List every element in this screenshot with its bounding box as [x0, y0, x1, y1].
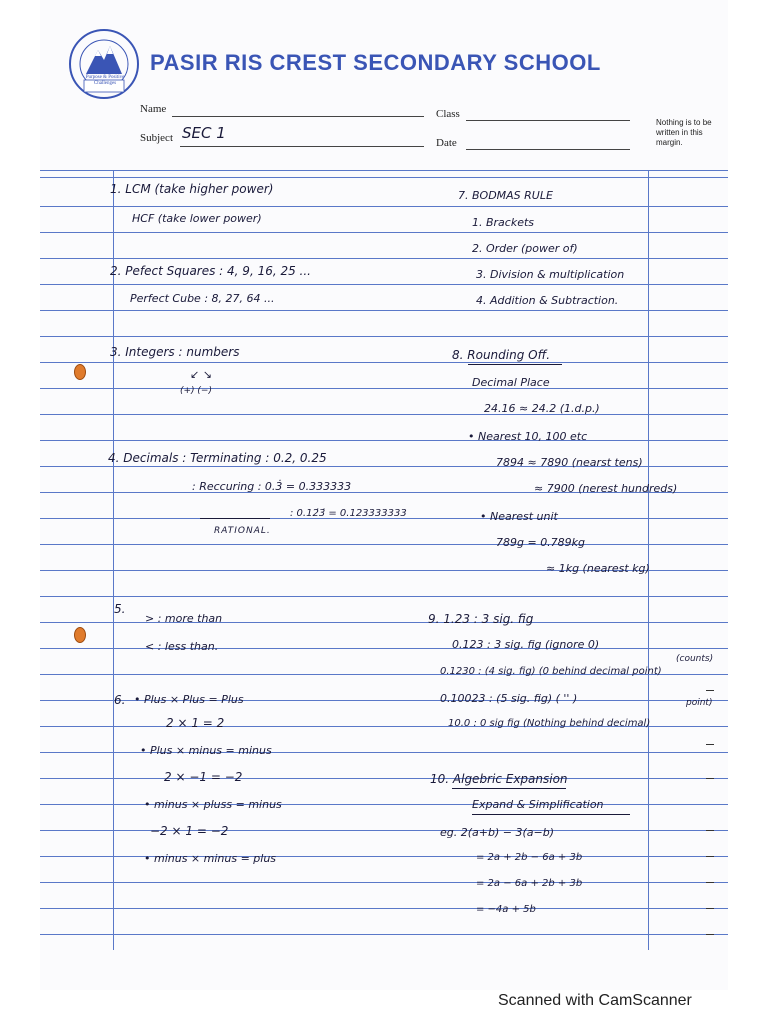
note-4a: 4. Decimals : Terminating : 0.2, 0.25 [108, 451, 327, 465]
underline-8 [468, 364, 562, 365]
note-5b: < : less than. [145, 640, 219, 653]
class-field-line[interactable] [466, 120, 630, 121]
note-10: 10. Algebric Expansion [430, 772, 568, 786]
note-8b: 24.16 ≈ 24.2 (1.d.p.) [484, 402, 600, 415]
rule-line [40, 648, 728, 649]
note-7d: 4. Addition & Subtraction. [476, 294, 619, 307]
note-6d: 2 × −1 = −2 [164, 770, 243, 784]
note-4d: RATIONAL. [214, 526, 271, 536]
rule-line [40, 258, 728, 259]
left-margin-line [113, 170, 114, 950]
rule-line [40, 206, 728, 207]
underline-10 [452, 788, 566, 789]
rule-line [40, 934, 728, 935]
name-label: Name [140, 103, 167, 115]
note-6c: • Plus × minus = minus [140, 744, 272, 757]
class-label: Class [436, 108, 460, 120]
rule-line [40, 232, 728, 233]
note-3-signs: (+) (−) [180, 386, 212, 396]
note-1b: HCF (take lower power) [132, 212, 262, 225]
rule-line [40, 177, 728, 178]
note-6: 6. [114, 693, 126, 707]
rule-line [40, 414, 728, 415]
rule-line [40, 388, 728, 389]
rule-line [40, 284, 728, 285]
rule-line [40, 544, 728, 545]
note-9b-counts: (counts) [676, 654, 714, 664]
margin-dash [706, 744, 714, 745]
note-9: 9. 1.23 : 3 sig. fig [428, 612, 534, 626]
underline-10a [472, 814, 630, 815]
note-3-arrows: ↙ ↘ [190, 368, 212, 381]
rule-line [40, 908, 728, 909]
note-8h: ≈ 1kg (nearest kg) [546, 562, 650, 575]
note-9c: 0.10023 : (5 sig. fig) ( '' ) [440, 692, 578, 705]
note-3: 3. Integers : numbers [110, 345, 240, 359]
note-4c: : 0.12̇3̇ = 0.123333333 [290, 508, 407, 519]
note-8f: • Nearest unit [480, 510, 558, 523]
note-4b: : Reccuring : 0.3̇ = 0.333333 [192, 480, 352, 493]
note-7b: 2. Order (power of) [472, 242, 578, 255]
note-7: 7. BODMAS RULE [458, 189, 553, 202]
note-7c: 3. Division & multiplication [476, 268, 625, 281]
note-8c: • Nearest 10, 100 etc [468, 430, 588, 443]
margin-dash [706, 856, 714, 857]
margin-dash [706, 830, 714, 831]
note-9d: 10.0 : 0 sig fig (Nothing behind decimal) [448, 718, 651, 729]
note-9a: 0.123 : 3 sig. fig (ignore 0) [452, 638, 600, 651]
note-10d: = 2a − 6a + 2b + 3b [476, 878, 583, 889]
note-7a: 1. Brackets [472, 216, 535, 229]
margin-dash [706, 690, 714, 691]
rule-line [40, 596, 728, 597]
rule-line [40, 622, 728, 623]
punch-hole [74, 364, 86, 380]
note-8d: 7894 ≈ 7890 (nearst tens) [496, 456, 643, 469]
subject-label: Subject [140, 132, 173, 144]
margin-dash [706, 882, 714, 883]
rule-line [40, 830, 728, 831]
note-6b: 2 × 1 = 2 [166, 716, 225, 730]
logo-motto: Purpose & Positive Challenges [85, 75, 125, 86]
rule-line [40, 882, 728, 883]
date-label: Date [436, 137, 457, 149]
margin-dash [706, 934, 714, 935]
rule-line [40, 336, 728, 337]
note-1a: 1. LCM (take higher power) [110, 182, 274, 196]
note-5: 5. [114, 602, 126, 616]
margin-note: Nothing is to be written in this margin. [656, 118, 712, 147]
note-6e: • minus × pluss = minus [144, 798, 282, 811]
note-5a: > : more than [145, 612, 223, 625]
name-field-line[interactable] [172, 116, 424, 117]
margin-dash [706, 908, 714, 909]
note-9b: 0.1230 : (4 sig. fig) (0 behind decimal point) [440, 666, 662, 677]
note-2a: 2. Pefect Squares : 4, 9, 16, 25 ... [110, 264, 311, 278]
note-8a: Decimal Place [472, 376, 550, 389]
rule-line [40, 440, 728, 441]
subject-field-line[interactable] [180, 146, 424, 147]
school-logo [68, 28, 140, 100]
note-10a: Expand & Simplification [472, 798, 604, 811]
note-2b: Perfect Cube : 8, 27, 64 ... [130, 292, 275, 305]
note-8: 8. Rounding Off. [452, 348, 551, 362]
note-10e: = −4a + 5b [476, 904, 536, 915]
note-6g: • minus × minus = plus [144, 852, 277, 865]
note-6a: • Plus × Plus = Plus [134, 693, 244, 706]
note-10b: eg. 2(a+b) − 3(a−b) [440, 826, 554, 839]
brace-underline [200, 518, 270, 519]
margin-dash [706, 778, 714, 779]
date-field-line[interactable] [466, 149, 630, 150]
camscanner-watermark: Scanned with CamScanner [498, 992, 692, 1009]
rule-line [40, 778, 728, 779]
note-6f: −2 × 1 = −2 [150, 824, 229, 838]
note-8g: 789g = 0.789kg [496, 536, 586, 549]
note-9c-point: point) [686, 698, 713, 708]
subject-value: SEC 1 [182, 124, 226, 142]
note-8e: ≈ 7900 (nerest hundreds) [534, 482, 678, 495]
note-10c: = 2a + 2b − 6a + 3b [476, 852, 583, 863]
punch-hole [74, 627, 86, 643]
rule-line [40, 170, 728, 171]
rule-line [40, 310, 728, 311]
school-name: PASIR RIS CREST SECONDARY SCHOOL [150, 50, 601, 75]
right-margin-line [648, 170, 649, 950]
rule-line [40, 362, 728, 363]
